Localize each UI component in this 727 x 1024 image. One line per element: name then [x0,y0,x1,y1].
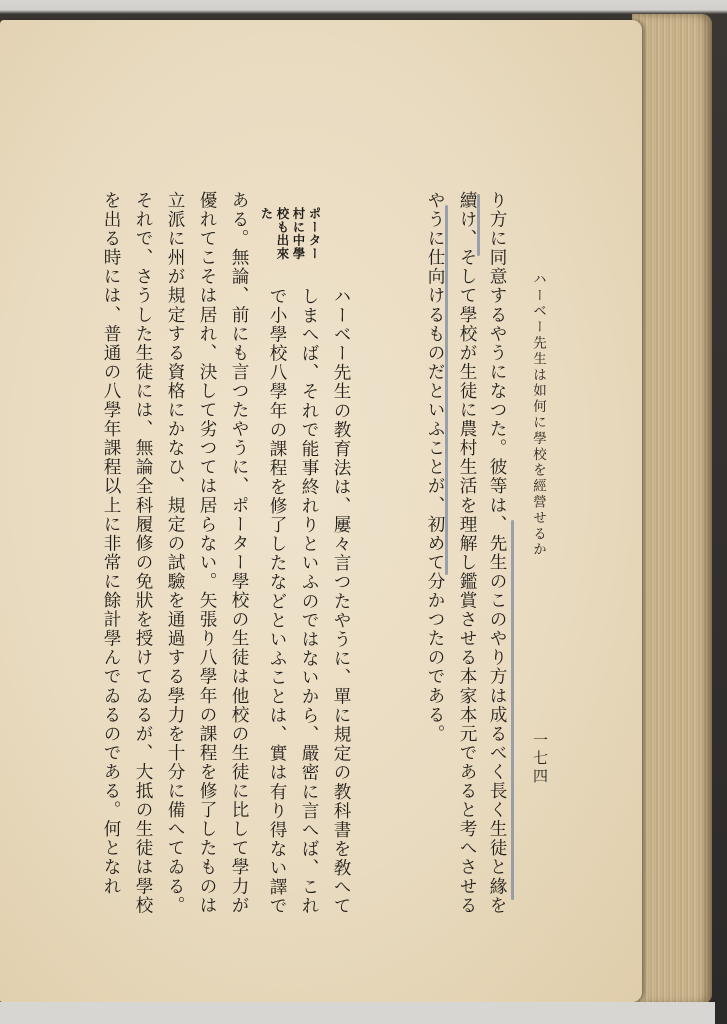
running-head: ハーベー先生は如何に學校を經營せるか [530,272,546,559]
text-column-6: で小學校八學年の課程を修了したなどといふことは、實は有り得ない譯で [267,287,287,916]
page-number: 一七四 [531,732,549,786]
text-column-8: 優れてこそは居れ、決して劣つては居らない。矢張り八學年の課程を修了したものは [197,191,217,915]
book-page-edges [632,14,712,1004]
side-heading-line: た [259,207,274,221]
side-heading-line: ポーター [307,207,322,261]
text-column-7: ある。無論、前にも言つたやうに、ポーター學校の生徒は他校の生徒に比して學力が [229,191,249,915]
text-column-4: ハーベー先生の教育法は、屢々言つたやうに、單に規定の教科書を敎へて [331,287,351,916]
text-column-9: 立派に州が規定する資格にかなひ、規定の試驗を通過する學力を十分に備へてゐる。 [165,191,185,915]
side-heading-line: 村に中學 [291,207,306,261]
text-column-5: しまへば、それで能事終れりといふのではないから、嚴密に言へば、これ [299,287,319,916]
pencil-underline-mark [477,194,480,256]
pencil-underline-mark [445,205,448,575]
scan-bottom-margin [0,1002,715,1024]
text-column-10: それで、さうした生徒には、無論全科履修の免狀を授けてゐるが、大抵の生徒は學校 [133,191,153,915]
pencil-underline-mark [511,520,514,900]
side-heading-line: 校も出來 [275,207,290,261]
text-column-2: 續け、そして學校が生徒に農村生活を理解し鑑賞させる本家本元であると考へさせる [457,191,477,915]
text-column-11: を出る時には、普通の八學年課程以上に非常に餘計學んでゐるのである。何となれ [101,191,121,896]
text-column-1: り方に同意するやうになつた。彼等は、先生のこのやり方は成るべく長く生徒と緣を [487,191,507,915]
side-heading [258,207,322,261]
text-column-3: やうに仕向けるものだといふことが、初めて分かつたのである。 [425,191,445,744]
